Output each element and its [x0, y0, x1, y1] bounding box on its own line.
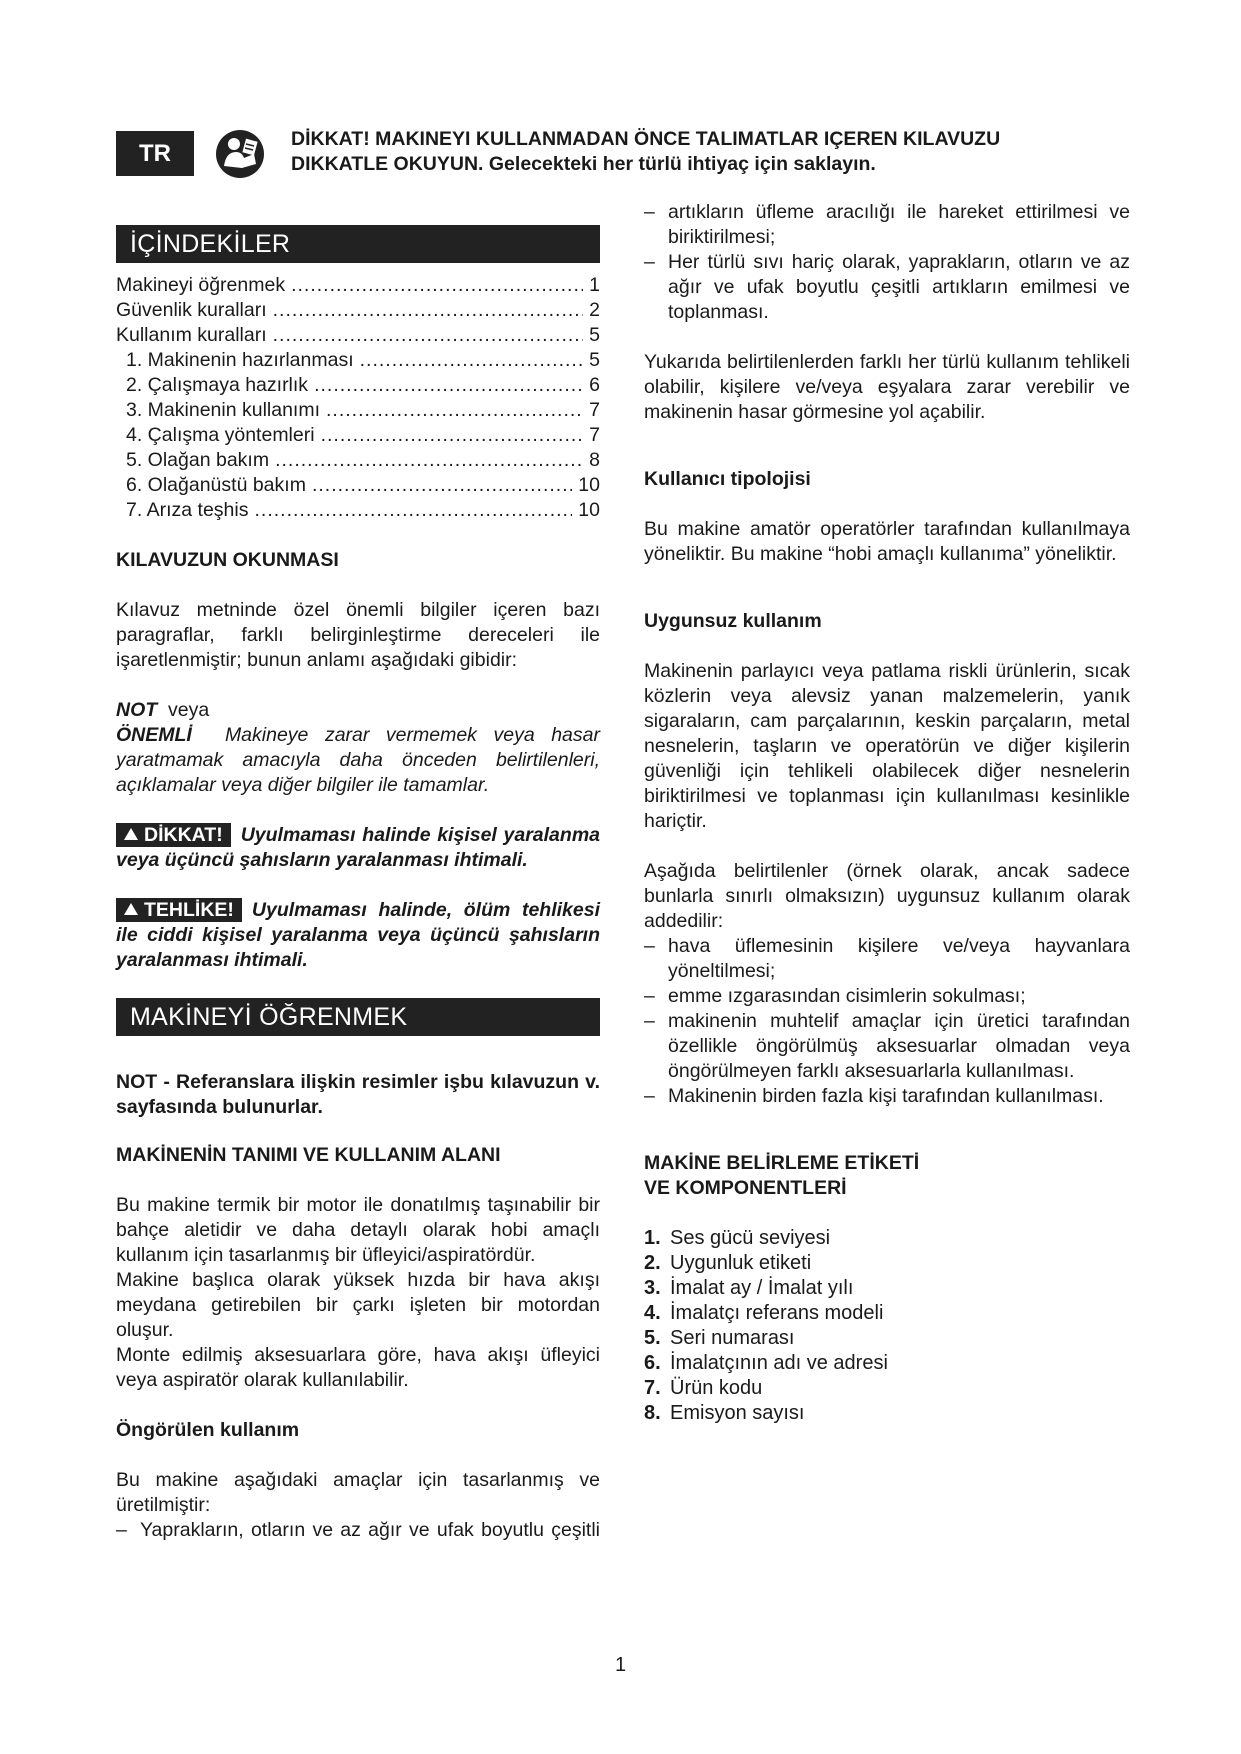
language-code: TR [139, 139, 171, 167]
dikkat-label: DİKKAT! [144, 824, 223, 846]
warning-triangle-icon [124, 828, 138, 840]
item-text: İmalatçının adı ve adresi [670, 1352, 888, 1374]
top-warning [291, 127, 1141, 177]
improper-list [644, 934, 1130, 1109]
toc-page: 2 [589, 299, 600, 321]
toc-label: 5. Olağan bakım [126, 449, 270, 471]
toc-leader [314, 373, 583, 398]
toc-row[interactable] [116, 373, 600, 398]
item-number: 3. [644, 1277, 661, 1299]
item-number: 2. [644, 1252, 661, 1274]
reading-intro: Kılavuz metninde özel önemli bilgiler içeren bazı paragraflar, farklı belirginleştirme dereceleri ile işaretlenmiştir; bunun anlamı aşağıdaki gibidir: [116, 599, 600, 671]
warning-triangle-icon [124, 903, 138, 915]
intended-list [116, 1518, 600, 1543]
top-warning-line-1: DİKKAT! MAKINEYI KULLANMADAN ÖNCE TALIMATLAR IÇEREN KILAVUZU [291, 128, 1001, 150]
user-heading: Kullanıcı tipolojisi [644, 468, 811, 490]
toc-leader [254, 498, 572, 523]
toc-row[interactable] [116, 348, 600, 373]
reading-heading: KILAVUZUN OKUNMASI [116, 549, 339, 571]
list-item [644, 1326, 1130, 1351]
toc-row[interactable] [116, 323, 600, 348]
toc-label: 7. Arıza teşhis [126, 499, 249, 521]
improper-heading: Uygunsuz kullanım [644, 610, 822, 632]
item-number: 1. [644, 1227, 661, 1249]
toc-row[interactable] [116, 473, 600, 498]
tehlike-label: TEHLİKE! [144, 899, 234, 921]
toc-page: 7 [589, 424, 600, 446]
toc-leader [291, 273, 583, 298]
list-item: – hava üflemesinin kişilere ve/veya hayvanlara yöneltilmesi; [644, 934, 1130, 984]
toc-leader [321, 423, 584, 448]
left-column [116, 225, 600, 1543]
list-item: – Her türlü sıvı hariç olarak, yaprakların, otların ve az ağır ve ufak boyutlu çeşitli artıkların emilmesi ve toplanması. [644, 250, 1130, 325]
toc-row[interactable] [116, 423, 600, 448]
toc-row[interactable] [116, 298, 600, 323]
item-text: İmalatçı referans modeli [670, 1302, 884, 1324]
toc-label: 1. Makinenin hazırlanması [126, 349, 354, 371]
item-text: Uygunluk etiketi [670, 1252, 812, 1274]
toc-label: 2. Çalışmaya hazırlık [126, 374, 309, 396]
toc-row[interactable] [116, 273, 600, 298]
label-heading-line-2: VE KOMPONENTLERİ [644, 1177, 847, 1199]
toc-title: İÇİNDEKİLER [116, 225, 600, 263]
item-number: 5. [644, 1327, 661, 1349]
toc-page: 10 [578, 499, 600, 521]
item-text: Emisyon sayısı [670, 1402, 805, 1424]
item-text: İmalat ay / İmalat yılı [670, 1277, 854, 1299]
item-text: Seri numarası [670, 1327, 795, 1349]
desc-paragraph: Bu makine termik bir motor ile donatılmış taşınabilir bir bahçe aletidir ve daha detaylı olarak hobi amaçlı kullanım için tasarlanmış bir üfleyici/aspiratördür. [116, 1194, 600, 1266]
veya-text: veya [168, 699, 210, 721]
onemli-text: Makineye zarar vermemek veya hasar yaratmamak amacıyla daha önceden belirtilenleri, açıklamalar veya diğer bilgiler ile tamamlar. [116, 724, 600, 796]
list-item [644, 1401, 1130, 1426]
toc-leader [360, 348, 584, 373]
onemli-block [116, 723, 600, 798]
note-block [116, 698, 600, 723]
tehlike-block [116, 898, 600, 973]
onemli-label: ÖNEMLİ [116, 724, 192, 746]
language-badge [116, 131, 194, 176]
list-item [644, 1276, 1130, 1301]
toc-label: 6. Olağanüstü bakım [126, 474, 306, 496]
improper-paragraph: Aşağıda belirtilenler (örnek olarak, ancak sadece bunlarla sınırlı olmaksızın) uygunsuz kullanım olarak addedilir: [644, 860, 1130, 932]
list-item-text: – artıkların üfleme aracılığı ile hareket ettirilmesi ve biriktirilmesi; [668, 201, 1130, 248]
learn-title: MAKİNEYİ ÖĞRENMEK [116, 998, 600, 1036]
toc-leader [275, 448, 583, 473]
toc-page: 8 [589, 449, 600, 471]
item-text: Ürün kodu [670, 1377, 763, 1399]
desc-paragraph: Makine başlıca olarak yüksek hızda bir hava akışı meydana getirebilen bir çarkı işleten bir motordan oluşur. [116, 1269, 600, 1341]
dikkat-badge [116, 823, 231, 847]
list-item [644, 1376, 1130, 1401]
improper-paragraph: Makinenin parlayıcı veya patlama riskli ürünlerin, sıcak közlerin veya alevsiz yanan malzemelerin, yanık sigaraların, cam parçalarının, keskin parçaların, metal nesnelerin, taşların ve operatörün ve diğer kişilerin güvenliği için tehlikeli olabilecek diğer nesnelerin biriktirilmesi ve toplanması için kullanılması kesinlikle hariçtir. [644, 660, 1130, 832]
intended-list-continued [644, 200, 1130, 325]
toc-label: Kullanım kuralları [116, 324, 267, 346]
list-item-continued [644, 200, 1130, 250]
not-label: NOT [116, 699, 158, 721]
toc-leader [326, 398, 583, 423]
toc-page: 1 [589, 274, 600, 296]
tehlike-badge [116, 898, 242, 922]
dikkat-block [116, 823, 600, 873]
toc-page: 5 [589, 349, 600, 371]
label-components-list [644, 1226, 1130, 1426]
item-number: 8. [644, 1402, 661, 1424]
toc-label: Makineyi öğrenmek [116, 274, 286, 296]
right-column [644, 201, 1130, 1426]
user-text: Bu makine amatör operatörler tarafından kullanılmaya yöneliktir. Bu makine “hobi amaçlı kullanıma” yöneliktir. [644, 518, 1130, 565]
toc-leader [273, 298, 584, 323]
toc-label: 4. Çalışma yöntemleri [126, 424, 315, 446]
item-number: 6. [644, 1352, 661, 1374]
desc-heading: MAKİNENİN TANIMI VE KULLANIM ALANI [116, 1144, 501, 1166]
list-item: – Makinenin birden fazla kişi tarafından kullanılması. [644, 1084, 1130, 1109]
toc-page: 6 [589, 374, 600, 396]
toc-page: 10 [578, 474, 600, 496]
toc-row[interactable] [116, 398, 600, 423]
label-heading [644, 1151, 1130, 1201]
item-number: 7. [644, 1377, 661, 1399]
tehlike-text: Uyulmaması halinde, ölüm tehlikesi ile ciddi kişisel yaralanma veya üçüncü şahısların yaralanması ihtimali. [116, 899, 600, 971]
top-warning-line-2: DIKKATLE OKUYUN. Gelecekteki her türlü ihtiyaç için saklayın. [291, 153, 876, 175]
list-item: – emme ızgarasından cisimlerin sokulması; [644, 984, 1130, 1009]
toc-leader [312, 473, 572, 498]
item-text: Ses gücü seviyesi [670, 1227, 831, 1249]
list-item [644, 1226, 1130, 1251]
list-item [644, 1351, 1130, 1376]
list-item: – makinenin muhtelif amaçlar için üretici tarafından özellikle öngörülmüş aksesuarlar olmadan veya öngörülmeyen farklı aksesuarlarla kullanılması. [644, 1009, 1130, 1084]
danger-paragraph: Yukarıda belirtilenlerden farklı her türlü kullanım tehlikeli olabilir, kişilere ve/veya eşyalara zarar verebilir ve makinenin hasar görmesine yol açabilir. [644, 351, 1130, 423]
toc-label: Güvenlik kuralları [116, 299, 267, 321]
toc-page: 7 [589, 399, 600, 421]
label-heading-line-1: MAKİNE BELİRLEME ETİKETİ [644, 1152, 920, 1174]
dikkat-text: Uyulmaması halinde kişisel yaralanma veya üçüncü şahısların yaralanması ihtimali. [116, 824, 600, 871]
intended-intro: Bu makine aşağıdaki amaçlar için tasarlanmış ve üretilmiştir: [116, 1469, 600, 1516]
intended-heading: Öngörülen kullanım [116, 1419, 300, 1441]
list-item [644, 1251, 1130, 1276]
table-of-contents [116, 273, 600, 523]
toc-label: 3. Makinenin kullanımı [126, 399, 321, 421]
toc-page: 5 [589, 324, 600, 346]
toc-leader [273, 323, 584, 348]
list-item: – Yaprakların, otların ve az ağır ve ufak boyutlu çeşitli [116, 1518, 600, 1543]
toc-row[interactable] [116, 498, 600, 523]
learn-note: NOT - Referanslara ilişkin resimler işbu kılavuzun v. sayfasında bulunurlar. [116, 1071, 600, 1118]
desc-paragraph: Monte edilmiş aksesuarlara göre, hava akışı üfleyici veya aspiratör olarak kullanılabilir. [116, 1344, 600, 1391]
toc-row[interactable] [116, 448, 600, 473]
page-number: 1 [614, 1654, 627, 1676]
read-manual-icon [214, 128, 266, 180]
item-number: 4. [644, 1302, 661, 1324]
list-item [644, 1301, 1130, 1326]
